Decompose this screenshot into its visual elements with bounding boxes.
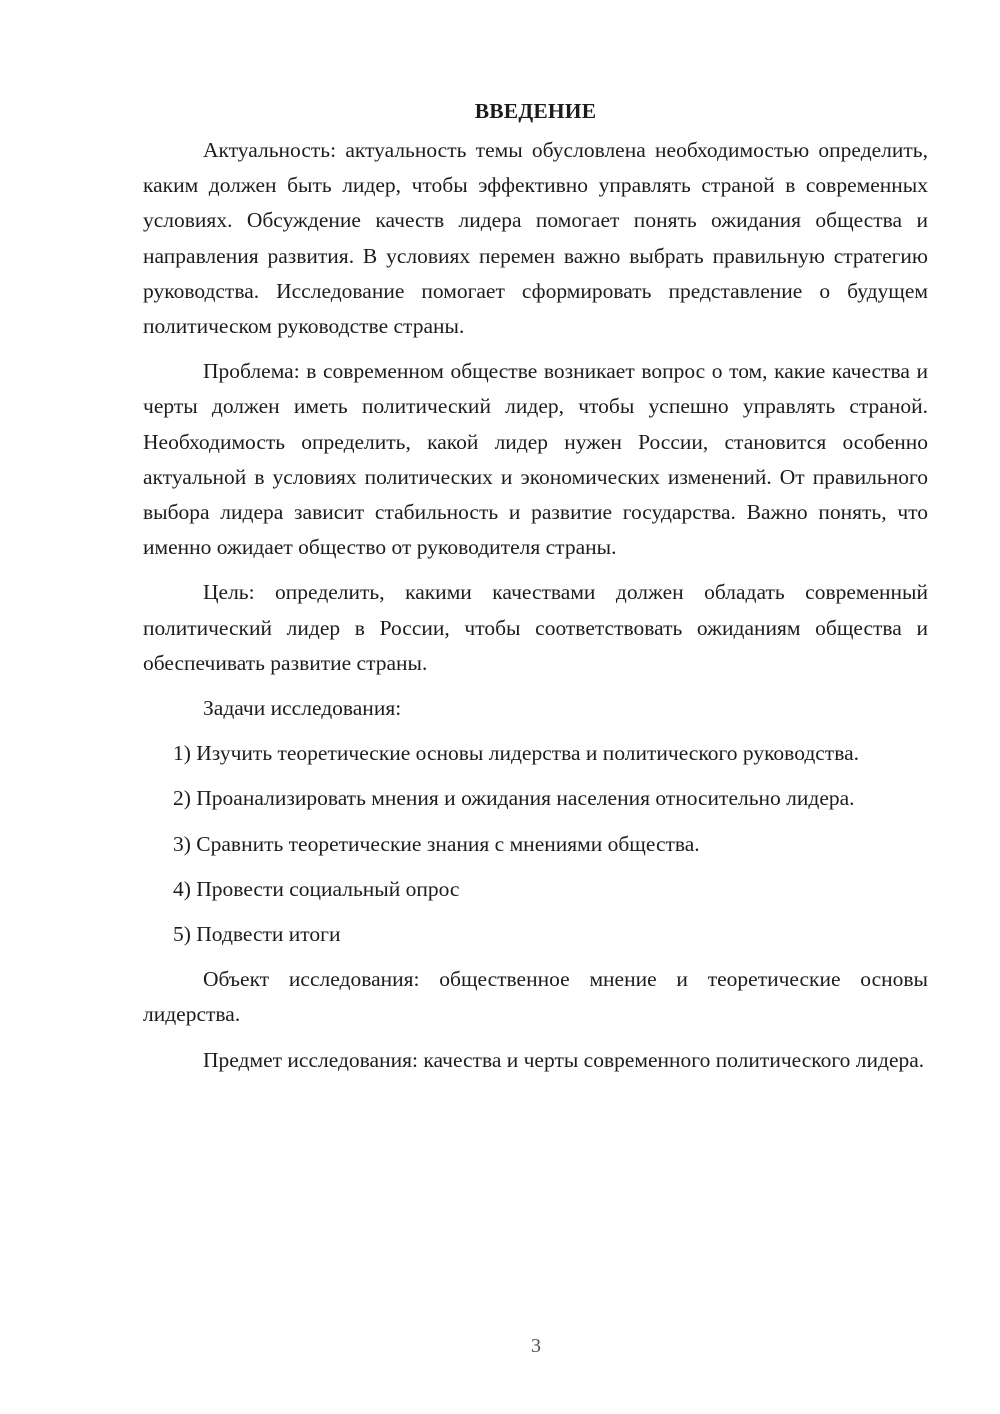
subject-paragraph: Предмет исследования: качества и черты современного политического лидера.: [203, 1047, 925, 1072]
tasks-heading: Задачи исследования:: [203, 696, 402, 721]
task-item-5: 5) Подвести итоги: [173, 922, 341, 947]
relevance-paragraph: Актуальность: актуальность темы обусловлена необходимостью определить, каким должен быть лидер, чтобы эффективно управлять страной в современных условиях. Обсуждение качеств лидера помогает понять ожидания общества и направления развития. В условиях перемен важно выбрать правильную стратегию руководства. Исследование помогает сформировать представление о будущем политическом руководстве страны.: [143, 138, 928, 339]
page-content: [143, 94, 928, 1088]
task-item-1: 1) Изучить теоретические основы лидерства и политического руководства.: [173, 741, 859, 766]
object-paragraph: Объект исследования: общественное мнение и теоретические основы лидерства.: [143, 967, 928, 1027]
page-number: 3: [531, 1335, 541, 1357]
problem-paragraph: Проблема: в современном обществе возникает вопрос о том, какие качества и черты должен иметь политический лидер, чтобы успешно управлять страной. Необходимость определить, какой лидер нужен России, становится особенно актуальной в условиях политических и экономических изменений. От правильного выбора лидера зависит стабильность и развитие государства. Важно понять, что именно ожидает общество от руководителя страны.: [143, 359, 928, 560]
task-item-2: 2) Проанализировать мнения и ожидания населения относительно лидера.: [173, 786, 855, 811]
task-item-4: 4) Провести социальный опрос: [173, 876, 460, 901]
page-title: ВВЕДЕНИЕ: [474, 99, 597, 123]
goal-paragraph: Цель: определить, какими качествами должен обладать современный политический лидер в России, чтобы соответствовать ожиданиям общества и обеспечивать развитие страны.: [143, 580, 928, 675]
task-item-3: 3) Сравнить теоретические знания с мнениями общества.: [173, 831, 700, 856]
